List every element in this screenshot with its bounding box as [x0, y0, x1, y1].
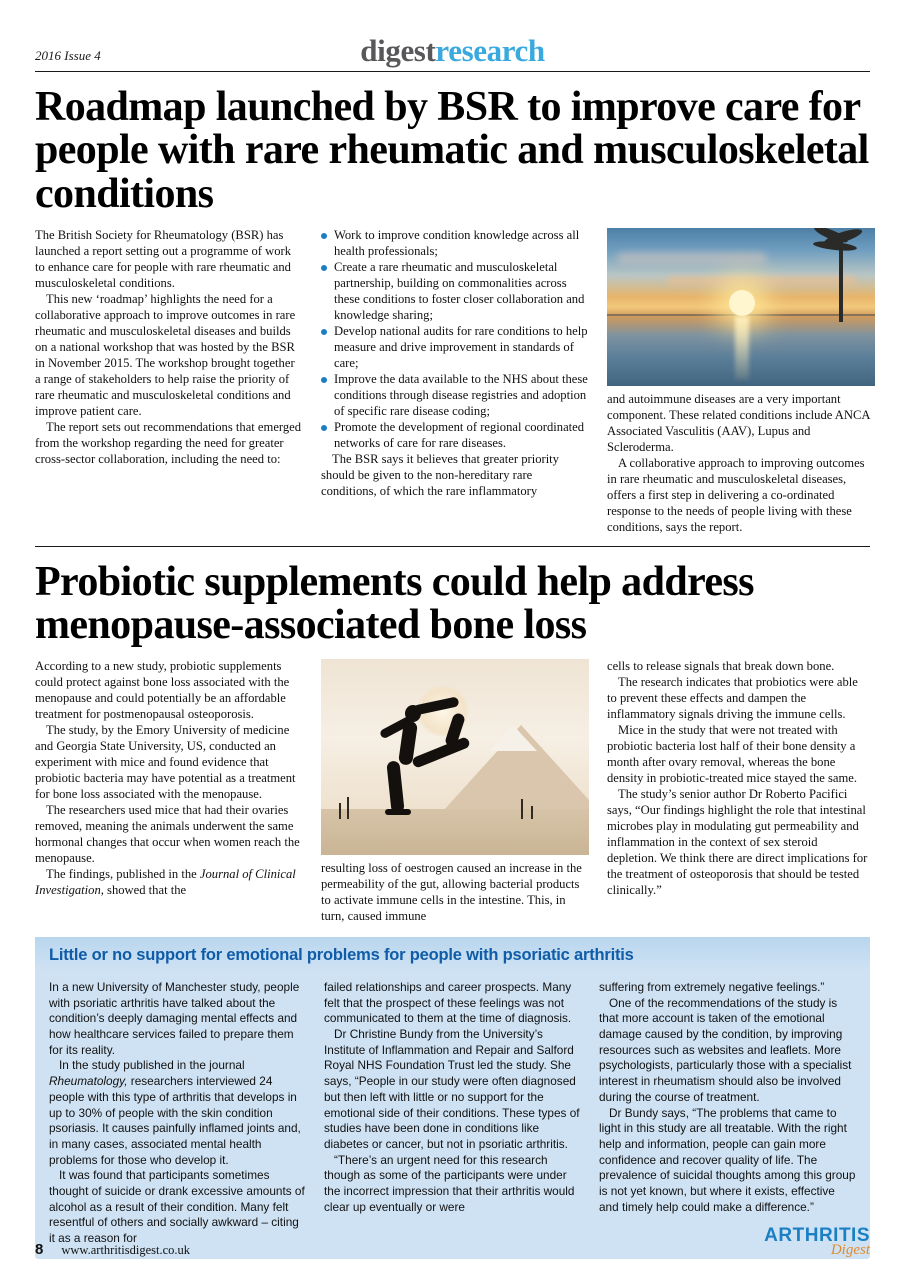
masthead-title-digest: digest [360, 33, 436, 68]
bluebox-header [35, 937, 870, 972]
yoga-figure-silhouette [365, 683, 485, 815]
article1-col1-para-3: The report sets out recommendations that emerged from the workshop regarding the need for greater cross-sector collaboration, including the need to: [35, 419, 302, 466]
article1-columns [35, 228, 870, 536]
bluebox-column-1 [49, 980, 306, 1247]
publication-title [35, 33, 870, 69]
sunset-over-water-photo [607, 228, 875, 386]
sidebar-article-psoriatic-arthritis [35, 937, 870, 1259]
bluebox-col3-para-1: suffering from extremely negative feelings.” [599, 980, 825, 995]
bluebox-col3-para-2: One of the recommendations of the study is that more account is taken of the emotional damage caused by the condition, by improving resources such as websites and leaflets. More psychologists, particularly those with a specialist interest in rheumatism should also be involved during the course of treatment. [599, 995, 852, 1104]
grass-blade [521, 799, 523, 819]
article2-col1-para-4: The findings, published in the Journal of Clinical Investigation, showed that the [35, 866, 296, 897]
list-item: Develop national audits for rare conditions to help measure and drive improvement in standards of care; [321, 324, 589, 372]
issue-label: 2016 Issue 4 [35, 48, 101, 63]
bluebox-column-3 [599, 980, 856, 1247]
article2-col3-para-3: Mice in the study that were not treated with probiotic bacteria lost half of their bone density a month after ovary removal, whereas the bone density in probiotic-treated mice stayed the same. [607, 723, 858, 785]
article1-col3-para-2: A collaborative approach to improving outcomes in rare rheumatic and musculoskeletal diseases, offers a first step in delivering a co-ordinated response to the needs of people living with these conditions, says the report. [607, 455, 865, 534]
figure-arm [412, 696, 459, 715]
article1-column-1 [35, 228, 303, 536]
bluebox-col2-para-2: Dr Christine Bundy from the University’s Institute of Inflammation and Repair and Salford Royal NHS Foundation Trust led the study. She says, “People in our study were often diagnosed but then left with little or no support for the emotional side of their conditions. These types of studies have been done in conditions like diabetes or cancer, but not in psoriatic arthritis. [324, 1027, 580, 1151]
article1-col1-para-2: This new ‘roadmap’ highlights the need for a collaborative approach to improve outcomes in rare rheumatic and musculoskeletal diseases and builds on a national workshop that was hosted by the BSR in November 2015. The workshop brought together a range of stakeholders to help raise the priority of rare rheumatic and musculoskeletal conditions and improve patient care. [35, 291, 296, 418]
article2-col3-para-1: cells to release signals that break down bone. [607, 659, 835, 674]
masthead-title-research: research [435, 33, 545, 68]
grass-blade [347, 797, 349, 819]
article2-image-caption: resulting loss of oestrogen caused an increase in the permeability of the gut, allowing bacterial products to activate immune cells in the intestine. This, in turn, caused immune [321, 861, 582, 924]
list-item: Improve the data available to the NHS about these conditions through disease registries and adoption of specific rare disease coding; [321, 372, 589, 420]
brand-logo [764, 1226, 870, 1258]
mountain-snowcap [489, 725, 537, 751]
bluebox-col1-para-3: It was found that participants sometimes thought of suicide or drank excessive amounts of alcohol as a result of their condition. Many felt resentful of others and socially awkward – citing it as a reason for [49, 1168, 305, 1246]
figure-standing-leg [386, 761, 404, 814]
page-footer [35, 1226, 870, 1258]
list-item: Promote the development of regional coordinated networks of care for rare diseases. [321, 420, 589, 452]
article1-column-3 [607, 228, 875, 536]
ground-band [321, 809, 589, 855]
list-item: Create a rare rheumatic and musculoskeletal partnership, building on commonalities across these conditions to foster closer collaboration and knowledge sharing; [321, 260, 589, 324]
masthead [35, 30, 870, 72]
article1-bullets-tail: The BSR says it believes that greater priority should be given to the non-hereditary rare conditions, of which the rare inflammatory [321, 451, 559, 498]
section-divider [35, 546, 870, 547]
palm-tree-silhouette [807, 228, 869, 324]
bluebox-col2-para-1: failed relationships and career prospects. Many felt that the prospect of these feelings was not communicated to them at the time of diagnosis. [324, 980, 572, 1026]
article2-column-1 [35, 659, 303, 925]
palm-frond [813, 239, 858, 252]
article2-col3-para-2: The research indicates that probiotics were able to prevent these effects and dampen the inflammatory signals driving the immune cells. [607, 675, 858, 722]
article1-col3-para-1: and autoimmune diseases are a very important component. These related conditions include ANCA Associated Vasculitis (AAV), Lupus and Scleroderma. [607, 391, 870, 454]
article2-headline: Probiotic supplements could help address menopause-associated bone loss [35, 558, 754, 648]
sun-icon [729, 290, 755, 316]
bluebox-col2-para-3: “There’s an urgent need for this research though as some of the participants were under the incorrect impression that their arthritis would clear up eventually or were [324, 1152, 575, 1214]
article2-column-3 [607, 659, 870, 925]
figure-foot [385, 809, 411, 815]
sun-reflection [735, 316, 749, 380]
article2-col1-para-3: The researchers used mice that had their ovaries removed, meaning the animals underwent the same hormonal changes that occur when women reach the menopause. [35, 802, 300, 865]
figure-raised-leg [411, 736, 471, 769]
list-item: Work to improve condition knowledge across all health professionals; [321, 228, 589, 260]
bluebox-col3-para-3: Dr Bundy says, “The problems that came to light in this study are all treatable. With the right help and information, people can gain more confidence and recover quality of life. The prevalence of suicidal thoughts among this group is not yet known, but where it exists, effective and timely help could make a difference.” [599, 1105, 856, 1214]
footer-left [35, 1241, 190, 1258]
page-number: 8 [35, 1241, 44, 1258]
article2-col1-para-2: The study, by the Emory University of medicine and Georgia State University, US, conducted an experiment with mice and found evidence that probiotic bacteria may have potential as a treatment for bone loss associated with the menopause. [35, 723, 296, 801]
bluebox-columns [35, 972, 870, 1247]
bluebox-col1-para-2: In the study published in the journal Rheumatology, researchers interviewed 24 people with this type of arthritis that develops in up to 30% of people with the skin condition psoriasis. It causes painfully inflamed joints and, in many cases, associated mental health problems for those who develop it. [49, 1058, 301, 1167]
article2-column-2 [321, 659, 589, 925]
grass-blade [531, 806, 533, 819]
article1-recommendations-list [321, 228, 589, 500]
bluebox-title: Little or no support for emotional problems for people with psoriatic arthritis [49, 946, 634, 965]
cloud-shape [617, 252, 767, 264]
bluebox-column-2 [324, 980, 581, 1247]
grass-blade [339, 803, 341, 819]
brand-logo-secondary: Digest [830, 1242, 870, 1258]
article2-col1-para-1: According to a new study, probiotic supplements could protect against bone loss associated with the menopause and could potentially be an affordable treatment for postmenopausal osteoporosis. [35, 659, 290, 722]
article1-col1-para-1: The British Society for Rheumatology (BSR) has launched a report setting out a programme of work to enhance care for people with rare rheumatic and musculoskeletal conditions. [35, 227, 291, 290]
article2-columns [35, 659, 870, 925]
brand-logo-primary: ARTHRITIS [764, 1225, 870, 1246]
article-roadmap-bsr [35, 86, 870, 536]
yoga-silhouette-with-mountain-illustration [321, 659, 589, 855]
article-probiotic-bone-loss [35, 558, 870, 925]
bluebox-col1-para-1: In a new University of Manchester study, people with psoriatic arthritis have talked about the condition’s deeply damaging mental effects and how healthcare services failed to prepare them for its reality. [49, 980, 300, 1057]
article2-col3-para-4: The study’s senior author Dr Roberto Pacifici says, “Our findings highlight the role that intestinal microbes play in modulating gut permeability and inflammation in the context of sex steroid depletion. We think there are direct implications for the treatment of osteoporosis that should be tested clinically.” [607, 786, 868, 897]
footer-website-url[interactable]: www.arthritisdigest.co.uk [61, 1243, 191, 1257]
article1-column-2 [321, 228, 589, 536]
article1-headline: Roadmap launched by BSR to improve care for people with rare rheumatic and musculoskeletal conditions [35, 84, 869, 217]
